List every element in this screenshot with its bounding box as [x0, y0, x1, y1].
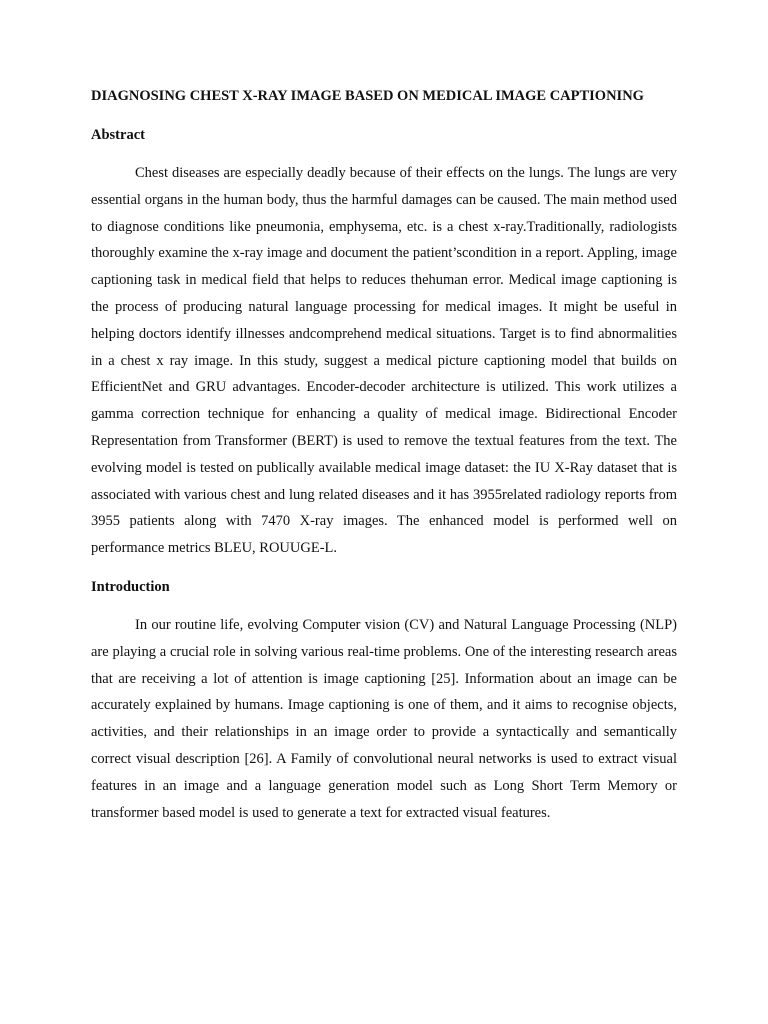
abstract-paragraph: Chest diseases are especially deadly because of their effects on the lungs. The lungs are very essential organs in the human body, thus the harmful damages can be caused. The main method used to diagnose conditions like pneumonia, emphysema, etc. is a chest x-ray.Traditionally, radiologists thoroughly examine the x-ray image and document the patient’scondition in a report. Appling, image captioning task in medical field that helps to reduces thehuman error. Medical image captioning is the process of producing natural language processing for medical images. It might be useful in helping doctors identify illnesses andcomprehend medical situations. Target is to find abnormalities in a chest x ray image. In this study, suggest a medical picture captioning model that builds on EfficientNet and GRU advantages. Encoder-decoder architecture is utilized. This work utilizes a gamma correction technique for enhancing a quality of medical image. Bidirectional Encoder Representation from Transformer (BERT) is used to remove the textual features from the text. The evolving model is tested on publically available medical image dataset: the IU X-Ray dataset that is associated with various chest and lung related diseases and it has 3955related radiology reports from 3955 patients along with 7470 X-ray images. The enhanced model is performed well on performance metrics BLEU, ROUUGE-L. — [91, 165, 677, 557]
document-title: DIAGNOSING CHEST X-RAY IMAGE BASED ON MEDICAL IMAGE CAPTIONING — [91, 88, 644, 104]
introduction-heading: Introduction — [91, 578, 170, 595]
document-page — [91, 86, 677, 826]
abstract-heading: Abstract — [91, 127, 145, 143]
introduction-paragraph: In our routine life, evolving Computer vision (CV) and Natural Language Processing (NLP) are playing a crucial role in solving various real-time problems. One of the interesting research areas that are receiving a lot of attention is image captioning [25]. Information about an image can be accurately explained by humans. Image captioning is one of them, and it aims to recognise objects, activities, and their relationships in an image order to provide a syntactically and semantically correct visual description [26]. A Family of convolutional neural networks is used to extract visual features in an image and a language generation model such as Long Short Term Memory or transformer based model is used to generate a text for extracted visual features. — [91, 616, 677, 821]
